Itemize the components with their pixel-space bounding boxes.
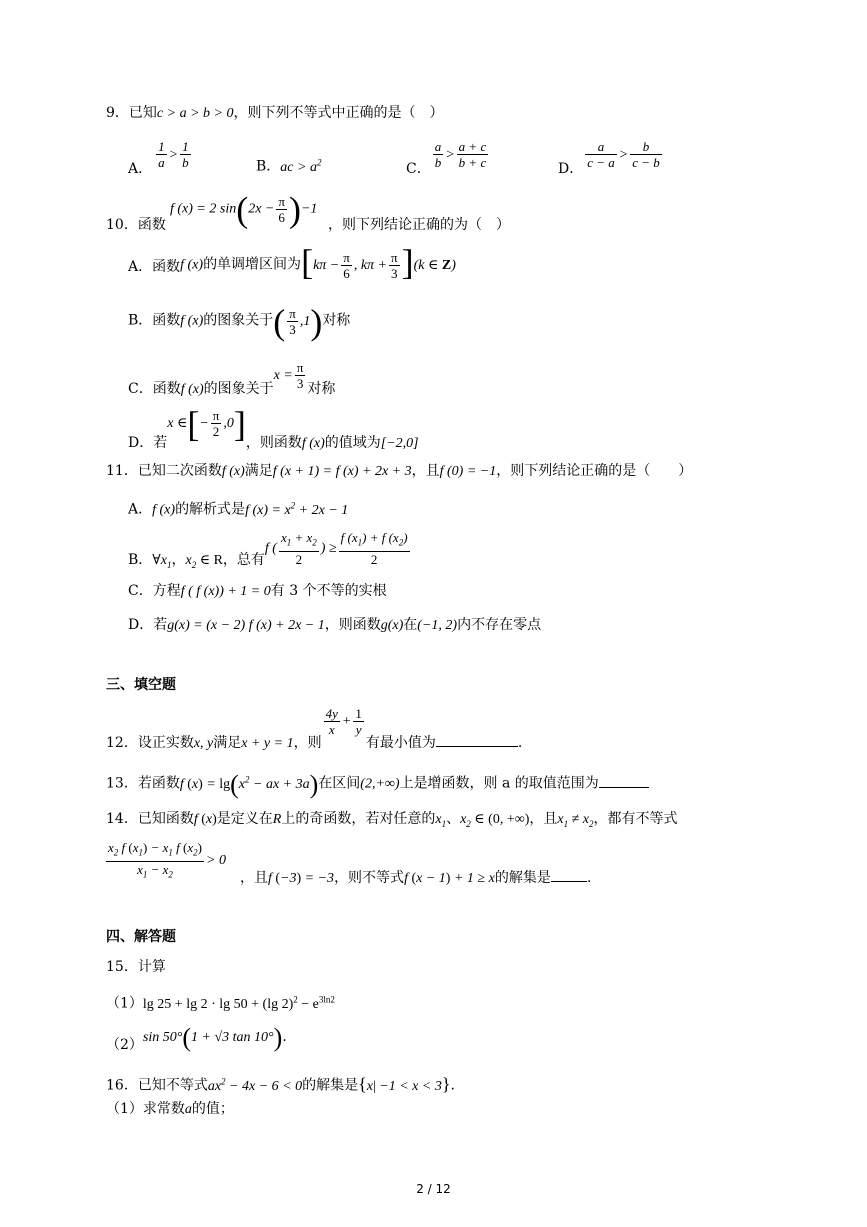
- question-15-part-2: （2）sin 50°(1 + √3 tan 10°).: [106, 1022, 287, 1053]
- question-16-stem: 16．已知不等式$ax^2 - 4x - 6 < 0$的解集是{x| −1 < x < 3}.: [106, 1073, 455, 1094]
- question-9-stem: 9．已知c > a > b > 0，则下列不等式中正确的是（ ）: [106, 105, 444, 121]
- question-11-stem: 11．已知二次函数f (x)满足f (x + 1) = f (x) + 2x + 3，且f (0) = −1，则下列结论正确的是（ ）: [106, 463, 693, 479]
- section-fill-in-title: 三、填空题: [106, 677, 176, 693]
- option-c: C． $\frac{a}{b}$ > $\frac{a + c}{b + c}$: [406, 139, 487, 177]
- question-16-part-1: （1）求常数a的值；: [106, 1101, 234, 1117]
- option-a: A． $\frac{1}{a}$ > $\frac{1}{b}$: [128, 139, 189, 177]
- question-15-stem: 15．计算: [106, 959, 166, 975]
- question-10-option-d: D．若x ∈[− $\frac{\pi}{2}$ ,0]，则函数f (x)的值域为[−2,0]: [128, 403, 419, 451]
- question-15-part-1: （1）lg 25 + lg 2 · lg 50 + (lg $2)^2 - e^{3ln2}$: [106, 994, 335, 1012]
- answer-blank-14[interactable]: [551, 867, 587, 882]
- answer-blank-13[interactable]: [599, 773, 649, 788]
- section-answer-title: 四、解答题: [106, 929, 176, 945]
- question-11-option-b: B．$\forall x_1$，$x_2$ ∈ R，总有f ( $\frac{x_1 + x_2}{2}$ ) ≥ $\frac{f (x_1) + f (x_2)}{2}$: [128, 530, 408, 570]
- page-number: 2 / 12: [416, 1182, 451, 1196]
- question-13: 13．若函数f $(x) = \lg(x^2$ − ax + 3a)在区间(2,+∞)上是增函数，则 a 的取值范围为: [106, 770, 649, 794]
- document-page: 9．已知c > a > b > 0，则下列不等式中正确的是（ ） A． $\frac{1}{a}$ > $\frac{1}{b}$ B．ac > $a^2$ C． $\frac{a}{b}$ > $\frac{a + c}{b + c}$ D． $\frac{a}{c - a}$ > $\frac{b}{c - b}$ 10．函数 f (x) = 2 sin(2x − $\frac{\pi}{6}$ )−1 ，则下列结论正确的为（ ） A．函数f (x)的单调增区间为[kπ − $\frac{\pi}{6}$ , kπ + $\frac{\pi}{3}$ ](k ∈ Z) B．函数f (x)的图象关于( $\frac{\pi}{3}$ ,1)对称 C．函数f (x)的图象关于x = $\frac{\pi}{3}$ 对称 D．若x ∈[− $\frac{\pi}{2}$ ,0]，则函数f (x)的值域为[−2,0] 11．已知二次函数f (x)满足f (x + 1) = f (x) + 2x + 3，且f (0) = −1，则下列结论正确的是（ ） A．f (x)的解析式是f $(x) = x^2 + 2x - 1$ B．$\forall x_1$，$x_2$ ∈ R，总有f ( $\frac{x_1 + x_2}{2}$ ) ≥ $\frac{f (x_1) + f (x_2)}{2}$ C．方程f ( f (x)) + 1 = 0有 3 个不等的实根 D．若g(x) = (x − 2) f (x) + 2x − 1，则函数g(x)在(−1, 2)内不存在零点 三、填空题 12．设正实数x, y满足x + y = 1，则 $\frac{4y}{x}$ + $\frac{1}{y}$ 有最小值为 . 13．若函数f $(x) = \lg(x^2$ − ax + 3a)在区间(2,+∞)上是增函数，则 a 的取值范围为 14．已知函数f (x)是定义在R上的奇函数，若对任意的$x_1$、$x_2$ ∈ (0, +∞)，且$x_1 \ne x_2$，都有不等式 $\frac{x_2 f (x_1) - x_1 f (x_2)}{x_1 - x_2}$ > 0，且f (−3) = −3，则不等式f (x − 1) + 1 ≥ x的解集是 . 四、解答题 15．计算 （1）lg 25 + lg 2 · lg 50 + (lg $2)^2 - e^{3ln2}$ （2）sin 50°(1 + √3 tan 10°). 16．已知不等式$ax^2 - 4x - 6 < 0$的解集是{x| −1 < x < 3}. （1）求常数a的值； 2 / 12: [0, 0, 867, 1227]
- question-10-option-a: A．函数f (x)的单调增区间为[kπ − $\frac{\pi}{6}$ , kπ + $\frac{\pi}{3}$ ](k ∈ Z): [128, 241, 456, 282]
- answer-blank-12[interactable]: [436, 732, 518, 747]
- question-11-option-c: C．方程f ( f (x)) + 1 = 0有 3 个不等的实根: [128, 583, 387, 599]
- option-d: D． $\frac{a}{c - a}$ > $\frac{b}{c - b}$: [558, 139, 660, 177]
- question-10-option-c: C．函数f (x)的图象关于x = $\frac{\pi}{3}$ 对称: [128, 360, 336, 397]
- question-10-option-b: B．函数f (x)的图象关于( $\frac{\pi}{3}$ ,1)对称: [128, 301, 351, 342]
- question-11-option-a: A．f (x)的解析式是f $(x) = x^2 + 2x - 1$: [128, 500, 349, 518]
- question-14-line-1: 14．已知函数f (x)是定义在R上的奇函数，若对任意的$x_1$、$x_2$ ∈ (0, +∞)，且$x_1 \ne x_2$，都有不等式: [106, 811, 678, 829]
- question-14-line-2: $\frac{x_2 f (x_1) - x_1 f (x_2)}{x_1 - x_2}$ > 0，且f (−3) = −3，则不等式f (x − 1) + 1 ≥ x的解集是 .: [108, 840, 592, 887]
- option-b: B．ac > $a^2$: [256, 157, 322, 175]
- question-12: 12．设正实数x, y满足x + y = 1，则 $\frac{4y}{x}$ + $\frac{1}{y}$ 有最小值为 .: [106, 706, 523, 751]
- question-11-option-d: D．若g(x) = (x − 2) f (x) + 2x − 1，则函数g(x)在(−1, 2)内不存在零点: [128, 617, 542, 633]
